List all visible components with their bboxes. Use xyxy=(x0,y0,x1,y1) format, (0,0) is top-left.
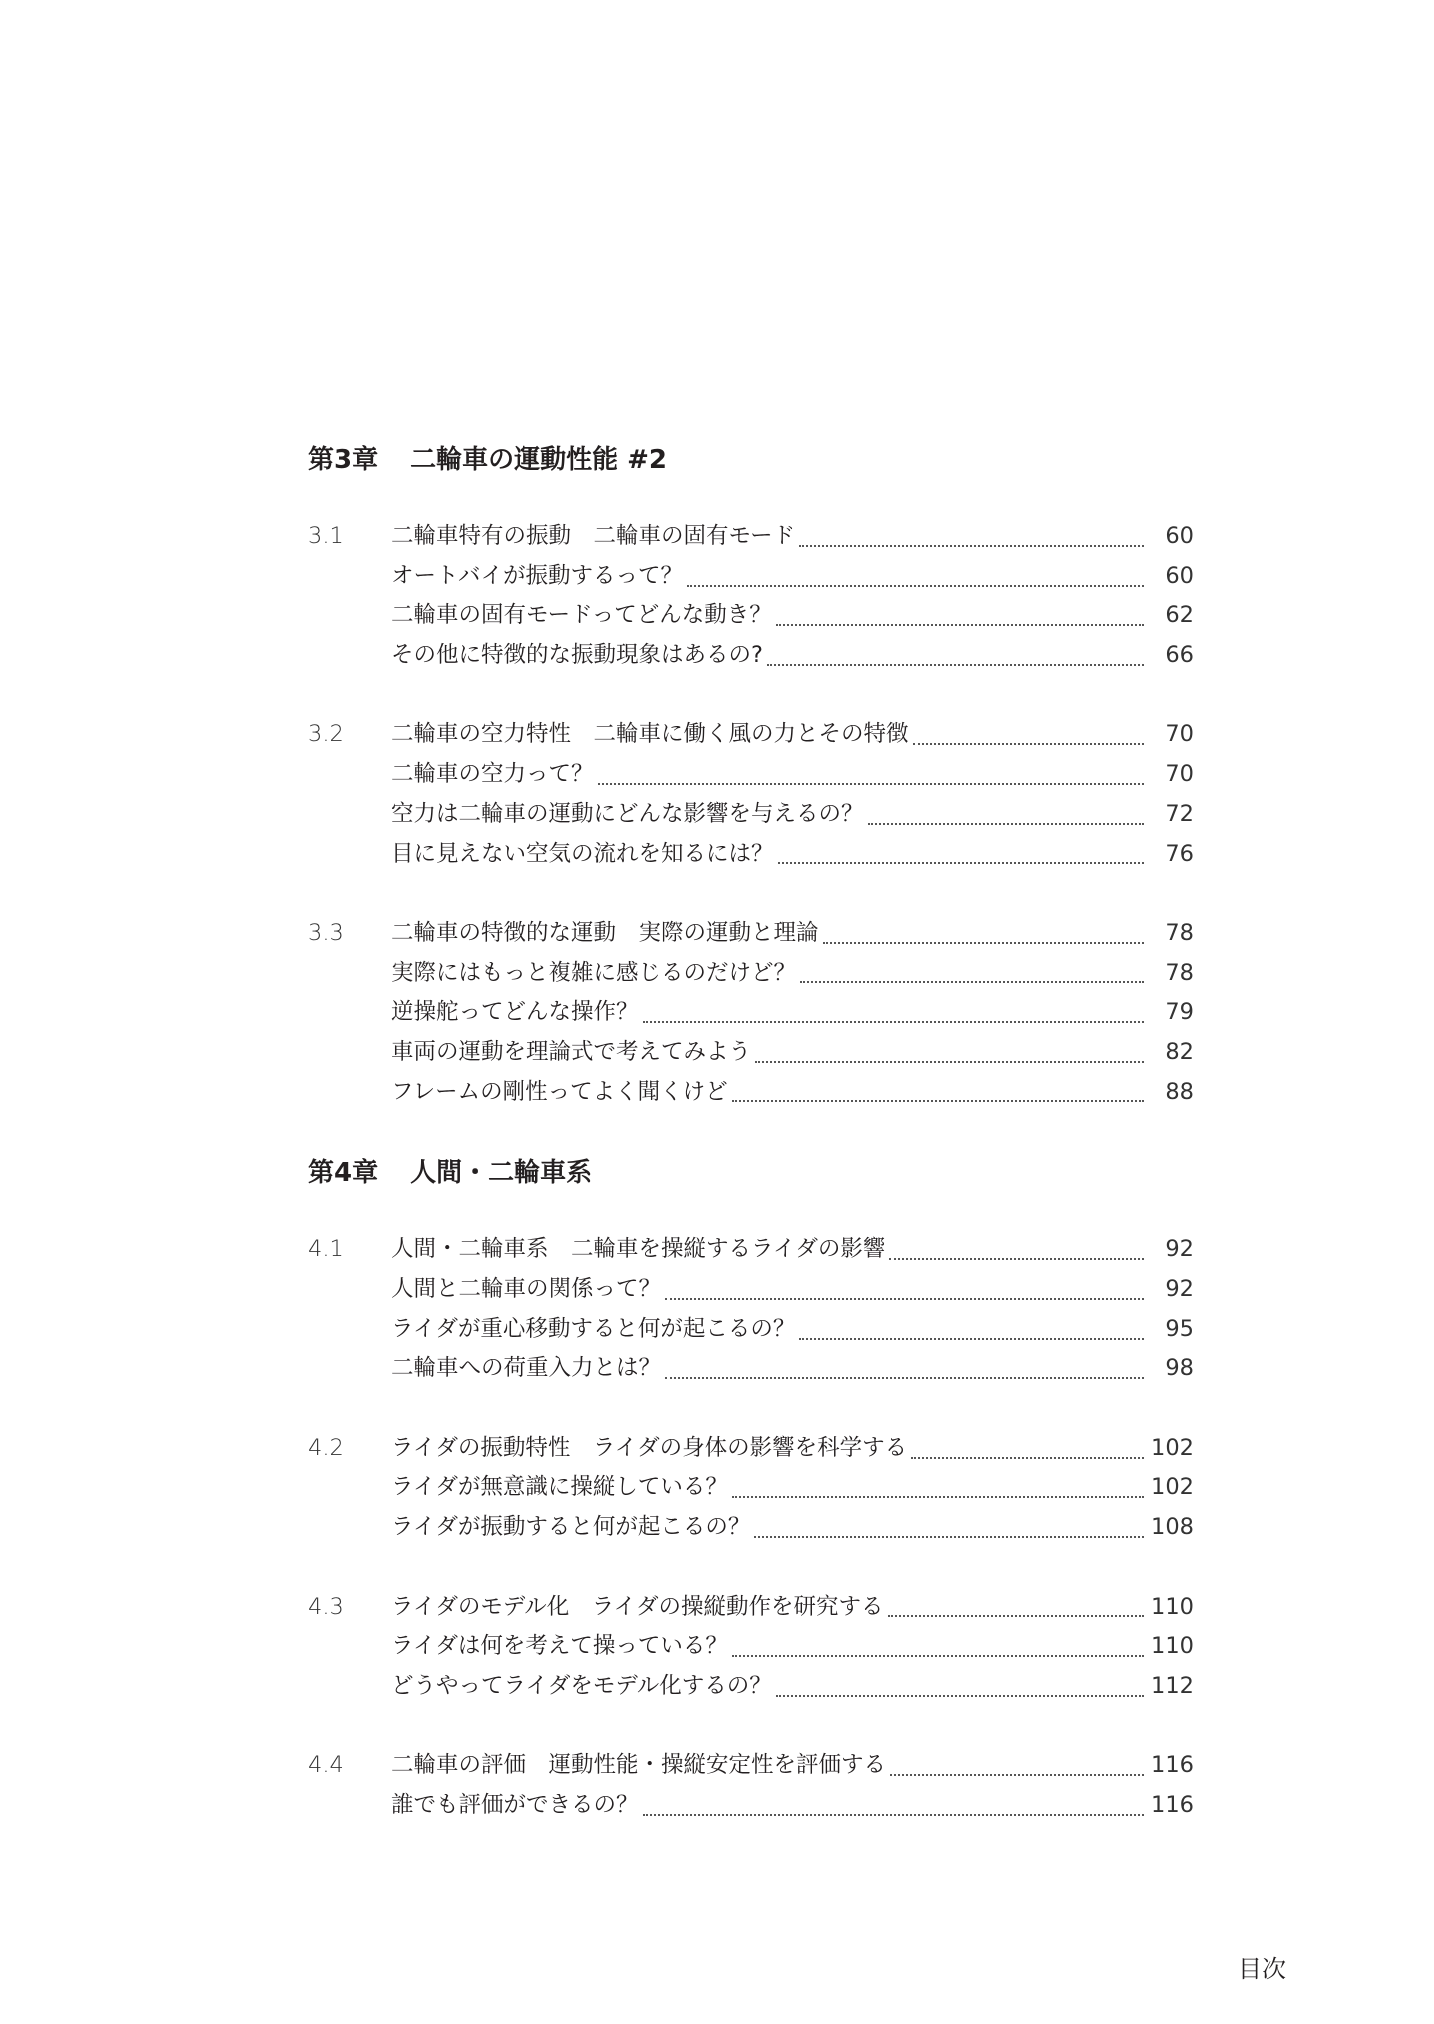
toc-entry[interactable] xyxy=(308,715,1194,755)
dot-leader xyxy=(754,1536,1144,1538)
dot-leader xyxy=(913,743,1144,745)
toc-entry[interactable] xyxy=(308,1033,1194,1073)
toc-section xyxy=(308,1429,1194,1548)
page-number: 82 xyxy=(1165,1038,1194,1065)
page-number: 76 xyxy=(1165,840,1194,867)
page-number: 78 xyxy=(1165,919,1194,946)
dot-leader xyxy=(732,1655,1144,1657)
dot-leader xyxy=(911,1457,1144,1459)
toc-entry[interactable] xyxy=(308,795,1194,835)
section-number: 3.2 xyxy=(308,721,344,748)
page-number: 60 xyxy=(1165,562,1194,589)
toc-entry[interactable] xyxy=(308,1429,1194,1469)
section-number: 3.1 xyxy=(308,523,344,549)
toc-entry[interactable] xyxy=(308,596,1194,636)
dot-leader xyxy=(799,1338,1144,1340)
entry-title[interactable]: 人間・二輪車系 二輪車を操縦するライダの影響 xyxy=(391,1236,886,1263)
entry-title[interactable]: ライダの振動特性 ライダの身体の影響を科学する xyxy=(391,1434,908,1461)
entry-title[interactable]: 空力は二輪車の運動にどんな影響を与えるの？ xyxy=(391,800,864,827)
entry-title[interactable]: ライダが振動すると何が起こるの？ xyxy=(391,1514,751,1541)
page-number: 70 xyxy=(1165,721,1194,748)
dot-leader xyxy=(687,585,1144,587)
page-number: 62 xyxy=(1165,602,1194,629)
entry-title[interactable]: ライダのモデル化 ライダの操縦動作を研究する xyxy=(391,1593,884,1620)
section-number: 3.3 xyxy=(308,919,344,946)
page-number: 98 xyxy=(1165,1355,1194,1382)
toc-section xyxy=(308,517,1194,676)
dot-leader xyxy=(890,1774,1144,1776)
toc-entry[interactable] xyxy=(308,993,1194,1033)
dot-leader xyxy=(800,981,1144,983)
section-number: 4.2 xyxy=(308,1434,344,1461)
toc-entry[interactable] xyxy=(308,636,1194,676)
section-number: 4.1 xyxy=(308,1236,344,1263)
dot-leader xyxy=(643,1021,1144,1023)
entry-title[interactable]: 二輪車特有の振動 二輪車の固有モード xyxy=(391,523,796,549)
dot-leader xyxy=(888,1615,1144,1617)
toc-entry[interactable] xyxy=(308,1230,1194,1270)
dot-leader xyxy=(889,1258,1144,1260)
entry-title[interactable]: どうやってライダをモデル化するの？ xyxy=(391,1672,772,1699)
table-of-contents xyxy=(308,440,1194,1826)
toc-section xyxy=(308,715,1194,874)
toc-entry[interactable] xyxy=(308,1588,1194,1628)
entry-title[interactable]: 二輪車の固有モードってどんな動き？ xyxy=(391,602,772,629)
page-number: 110 xyxy=(1151,1633,1194,1660)
page-number: 88 xyxy=(1165,1078,1194,1105)
toc-entry[interactable] xyxy=(308,1073,1194,1113)
dot-leader xyxy=(776,624,1144,626)
entry-title[interactable]: 逆操舵ってどんな操作？ xyxy=(391,999,639,1026)
toc-section xyxy=(308,1230,1194,1389)
entry-title[interactable]: 二輪車の特徴的な運動 実際の運動と理論 xyxy=(391,919,819,946)
dot-leader xyxy=(665,1298,1144,1300)
toc-entry[interactable] xyxy=(308,1667,1194,1707)
toc-entry[interactable] xyxy=(308,1349,1194,1389)
entry-title[interactable]: 二輪車の空力特性 二輪車に働く風の力とその特徴 xyxy=(391,721,909,748)
toc-entry[interactable] xyxy=(308,557,1194,597)
entry-title[interactable]: ライダは何を考えて操っている？ xyxy=(391,1633,728,1660)
toc-entry[interactable] xyxy=(308,1508,1194,1548)
page-number: 92 xyxy=(1165,1236,1194,1263)
entry-title[interactable]: ライダが重心移動すると何が起こるの？ xyxy=(391,1315,796,1342)
section-number: 4.3 xyxy=(308,1593,344,1620)
dot-leader xyxy=(643,1814,1144,1816)
toc-section xyxy=(308,1588,1194,1707)
page-number: 60 xyxy=(1165,523,1194,549)
dot-leader xyxy=(778,862,1144,864)
page-number: 70 xyxy=(1165,761,1194,788)
section-number: 4.4 xyxy=(308,1752,344,1779)
entry-title[interactable]: 二輪車の評価 運動性能・操縦安定性を評価する xyxy=(391,1752,887,1779)
dot-leader xyxy=(776,1695,1144,1697)
chapter-heading xyxy=(308,440,1194,480)
entry-title[interactable]: 人間と二輪車の関係って？ xyxy=(391,1276,662,1302)
toc-entry[interactable] xyxy=(308,1310,1194,1350)
page-number: 110 xyxy=(1151,1593,1194,1620)
entry-title[interactable]: ライダが無意識に操縦している？ xyxy=(391,1474,728,1501)
entry-title[interactable]: フレームの剛性ってよく聞くけど xyxy=(391,1078,728,1105)
toc-entry[interactable] xyxy=(308,1468,1194,1508)
dot-leader xyxy=(665,1377,1144,1379)
page-number: 79 xyxy=(1165,999,1194,1026)
entry-title[interactable]: 誰でも評価ができるの？ xyxy=(391,1791,639,1818)
toc-entry[interactable] xyxy=(308,1270,1194,1310)
chapter-heading xyxy=(308,1153,1194,1193)
dot-leader xyxy=(868,823,1144,825)
entry-title[interactable]: その他に特徴的な振動現象はあるの? xyxy=(391,642,763,669)
page-number: 116 xyxy=(1151,1752,1194,1779)
entry-title[interactable]: 二輪車の空力って？ xyxy=(391,761,594,788)
toc-entry[interactable] xyxy=(308,517,1194,557)
page-number: 102 xyxy=(1151,1434,1194,1461)
toc-entry[interactable] xyxy=(308,954,1194,994)
dot-leader xyxy=(823,942,1144,944)
dot-leader xyxy=(799,545,1144,547)
toc-section xyxy=(308,914,1194,1112)
entry-title[interactable]: 二輪車への荷重入力とは？ xyxy=(391,1355,662,1382)
dot-leader xyxy=(598,783,1144,785)
entry-title[interactable]: 実際にはもっと複雑に感じるのだけど？ xyxy=(391,959,797,986)
chapter-label: 第3章 xyxy=(308,445,379,475)
toc-entry[interactable] xyxy=(308,755,1194,795)
chapter-title: 人間・二輪車系 xyxy=(410,1158,593,1189)
entry-title[interactable]: 車両の運動を理論式で考えてみよう xyxy=(391,1038,752,1065)
page-number: 112 xyxy=(1151,1672,1194,1699)
toc-section xyxy=(308,1746,1194,1825)
page-number: 108 xyxy=(1151,1514,1194,1541)
page-number: 102 xyxy=(1151,1474,1194,1501)
dot-leader xyxy=(732,1496,1144,1498)
toc-entry[interactable] xyxy=(308,835,1194,875)
dot-leader xyxy=(732,1100,1144,1102)
toc-entry[interactable] xyxy=(308,1746,1194,1786)
entry-title[interactable]: 目に見えない空気の流れを知るには？ xyxy=(391,840,774,867)
dot-leader xyxy=(755,1061,1144,1063)
page-number: 72 xyxy=(1165,800,1194,827)
chapter-label: 第4章 xyxy=(308,1158,379,1189)
page-number: 78 xyxy=(1165,959,1194,986)
page-number: 92 xyxy=(1165,1276,1194,1302)
toc-entry[interactable] xyxy=(308,1786,1194,1826)
dot-leader xyxy=(767,664,1144,666)
toc-entry[interactable] xyxy=(308,1627,1194,1667)
page-number: 116 xyxy=(1151,1791,1194,1818)
chapter-title: 二輪車の運動性能 #2 xyxy=(410,445,668,475)
page-number: 66 xyxy=(1165,642,1194,669)
page-footer-label: 目次 xyxy=(1238,1955,1286,1983)
entry-title[interactable]: オートバイが振動するって？ xyxy=(391,562,684,589)
page-number: 95 xyxy=(1165,1315,1194,1342)
toc-entry[interactable] xyxy=(308,914,1194,954)
